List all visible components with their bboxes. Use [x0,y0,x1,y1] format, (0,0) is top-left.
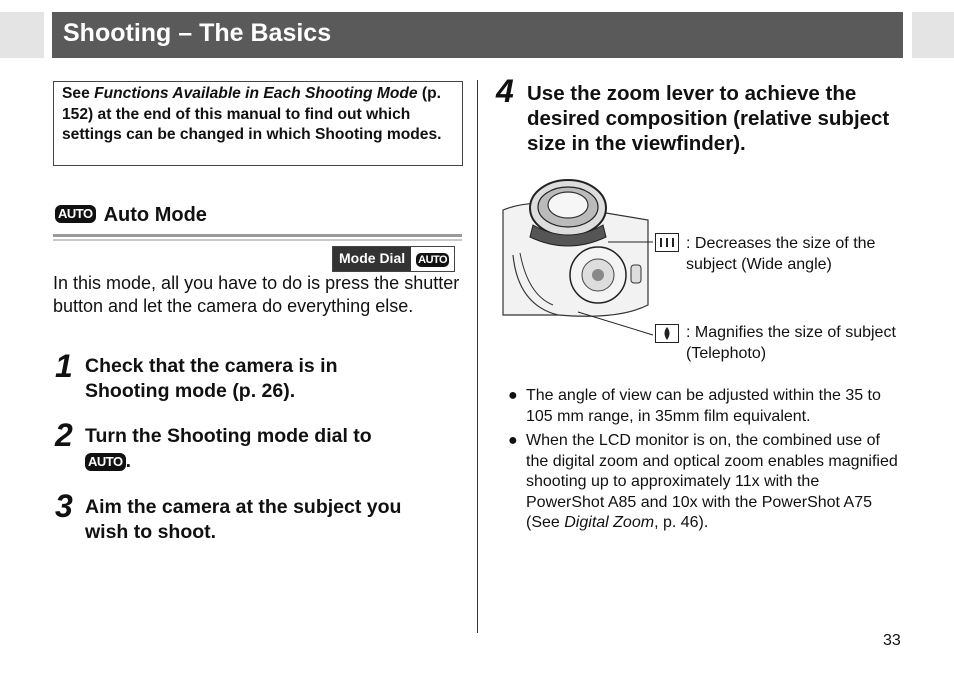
step-2-text [85,424,445,474]
step-4-number: 4 [496,73,514,109]
header-tab-left [0,12,44,58]
step-2-auto-icon: AUTO [85,453,126,471]
auto-mode-intro: In this mode, all you have to do is press the shutter button and let the camera do everything else. [53,273,460,316]
bullet-2-link: Digital Zoom [564,514,655,531]
bullet-2-text: When the LCD monitor is on, the combined use of the digital zoom and optical zoom enables magnified shooting up to approximately 11x with the PowerShot A85 and 10x with the PowerShot A75 (See [526,432,898,531]
bullet-dot-icon: ● [508,432,518,449]
telephoto-icon-box [655,324,679,348]
step-3-number: 3 [55,488,73,524]
mode-dial-chip [332,246,455,272]
auto-mode-heading-text: Auto Mode [103,204,207,226]
telephoto-icon [655,324,679,343]
camera-zoom-lever-illustration [498,175,658,345]
zoom-notes-list [508,386,898,538]
bullet-2-suffix: , p. 46). [654,514,709,531]
step-3-text: Aim the camera at the subject you wish to shoot. [85,496,402,543]
step-4-text: Use the zoom lever to achieve the desired composition (relative subject size in the viewfinder). [527,82,890,155]
page-title: Shooting – The Basics [63,19,332,47]
note-box [53,81,463,166]
header-tab-right [912,12,954,58]
bullet-1-text: The angle of view can be adjusted within the 35 to 105 mm range, in 35mm film equivalent. [526,387,881,425]
list-item [508,386,898,427]
telephoto-description: : Magnifies the size of subject (Telephoto) [686,324,896,362]
heading-rule [53,234,462,237]
wide-angle-icon-box [655,233,679,257]
mode-dial-auto-icon: AUTO [418,253,448,266]
mode-dial-label: Mode Dial [333,247,411,271]
step-2-suffix: . [125,450,132,472]
wide-angle-description: : Decreases the size of the subject (Wide angle) [686,235,876,273]
wide-angle-icon [655,233,679,252]
auto-mode-heading [55,204,207,227]
step-2-text-main: Turn the Shooting mode dial to [85,425,372,447]
note-suffix: (p. 152) at the end of this manual to find out which settings can be changed in which Shooting modes. [62,85,442,143]
auto-mode-icon: AUTO [55,205,96,223]
note-prefix: See [62,85,95,102]
step-1-number: 1 [55,348,73,384]
page-number: 33 [883,632,901,649]
column-divider [477,80,478,633]
step-2-number: 2 [55,417,73,453]
bullet-dot-icon: ● [508,387,518,404]
heading-rule-secondary [53,239,462,241]
step-1-text: Check that the camera is in Shooting mode (p. 26). [85,355,338,402]
note-link-text: Functions Available in Each Shooting Mode [94,85,418,102]
list-item [508,431,898,534]
